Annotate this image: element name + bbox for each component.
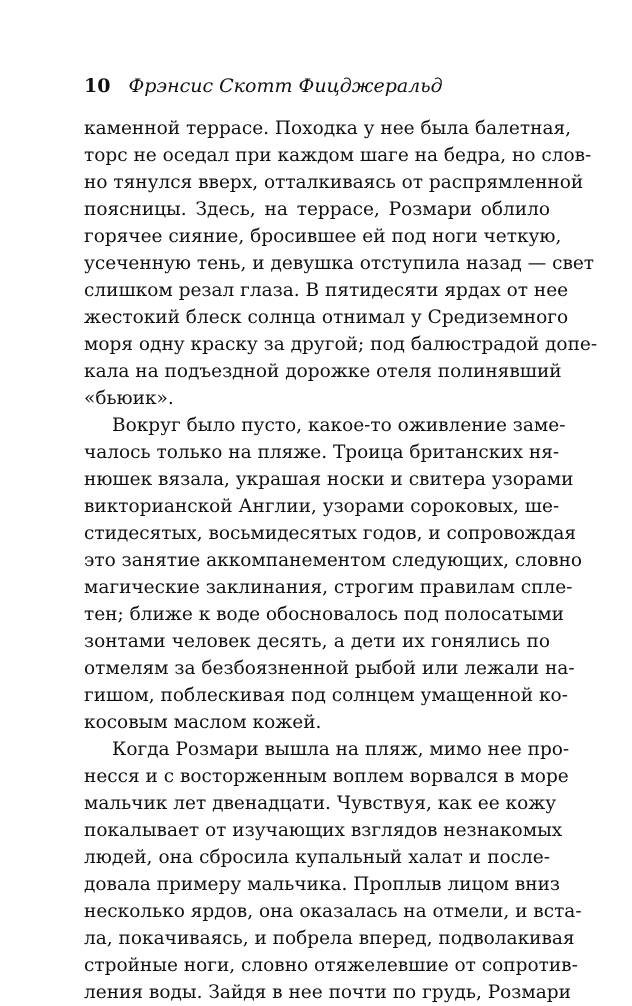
text-line: Когда Розмари вышла на пляж, мимо нее про- bbox=[112, 739, 570, 760]
page-number: 10 bbox=[84, 75, 111, 97]
text-line: косовым маслом кожей. bbox=[84, 712, 322, 733]
text-line: покалывает от изучающих взглядов незнакомых bbox=[84, 820, 563, 841]
text-line: усеченную тень, и девушка отступила назад — свет bbox=[84, 253, 595, 274]
text-line: магические заклинания, строгим правилам спле- bbox=[84, 577, 573, 598]
text-line: поясницы. Здесь, на террасе, Розмари облило bbox=[84, 199, 550, 220]
text-line: это занятие аккомпанементом следующих, словно bbox=[84, 550, 583, 571]
text-line: викторианской Англии, узорами сороковых, ше- bbox=[84, 496, 560, 517]
text-line: «бьюик». bbox=[84, 388, 174, 409]
text-line: мальчик лет двенадцати. Чувствуя, как ее кожу bbox=[84, 793, 557, 814]
text-line: нюшек вязала, украшая носки и свитера узорами bbox=[84, 469, 574, 490]
text-line: торс не оседал при каждом шаге на бедра, но слов- bbox=[84, 145, 592, 166]
text-line: стройные ноги, словно отяжелевшие от сопротив- bbox=[84, 955, 578, 976]
text-line: стидесятых, восьмидесятых годов, и сопровождая bbox=[84, 523, 577, 544]
text-line: гишом, поблескивая под солнцем умащенной ко- bbox=[84, 685, 568, 706]
text-line: слишком резал глаза. В пятидесяти ярдах от нее bbox=[84, 280, 569, 301]
text-line: несколько ярдов, она оказалась на отмели, и вста- bbox=[84, 901, 582, 922]
text-line: тен; ближе к воде обосновалось под полосатыми bbox=[84, 604, 564, 625]
text-line: людей, она сбросила купальный халат и после- bbox=[84, 847, 550, 868]
page-header bbox=[84, 72, 443, 100]
text-line: моря одну краску за другой; под балюстрадой допе- bbox=[84, 334, 598, 355]
text-line: зонтами человек десять, а дети их гонялись по bbox=[84, 631, 550, 652]
text-line: каменной террасе. Походка у нее была балетная, bbox=[84, 118, 572, 139]
text-line: жестокий блеск солнца отнимал у Средиземного bbox=[84, 307, 569, 328]
text-line: отмелям за безбоязненной рыбой или лежали на- bbox=[84, 658, 575, 679]
text-line: горячее сияние, бросившее ей под ноги четкую, bbox=[84, 226, 562, 247]
text-line: несся и с восторженным воплем ворвался в море bbox=[84, 766, 569, 787]
text-line: довала примеру мальчика. Проплыв лицом вниз bbox=[84, 874, 561, 895]
text-line: Вокруг было пусто, какое-то оживление заме- bbox=[112, 415, 566, 436]
text-line: но тянулся вверх, отталкиваясь от распрямленной bbox=[84, 172, 584, 193]
text-line: ления воды. Зайдя в нее почти по грудь, Розмари bbox=[84, 982, 571, 1003]
text-line: чалось только на пляже. Троица британских ня- bbox=[84, 442, 560, 463]
text-line: кала на подъездной дорожке отеля полинявший bbox=[84, 361, 562, 382]
running-title: Фрэнсис Скотт Фицджеральд bbox=[128, 75, 443, 97]
text-line: ла, покачиваясь, и побрела вперед, подволакивая bbox=[84, 928, 575, 949]
